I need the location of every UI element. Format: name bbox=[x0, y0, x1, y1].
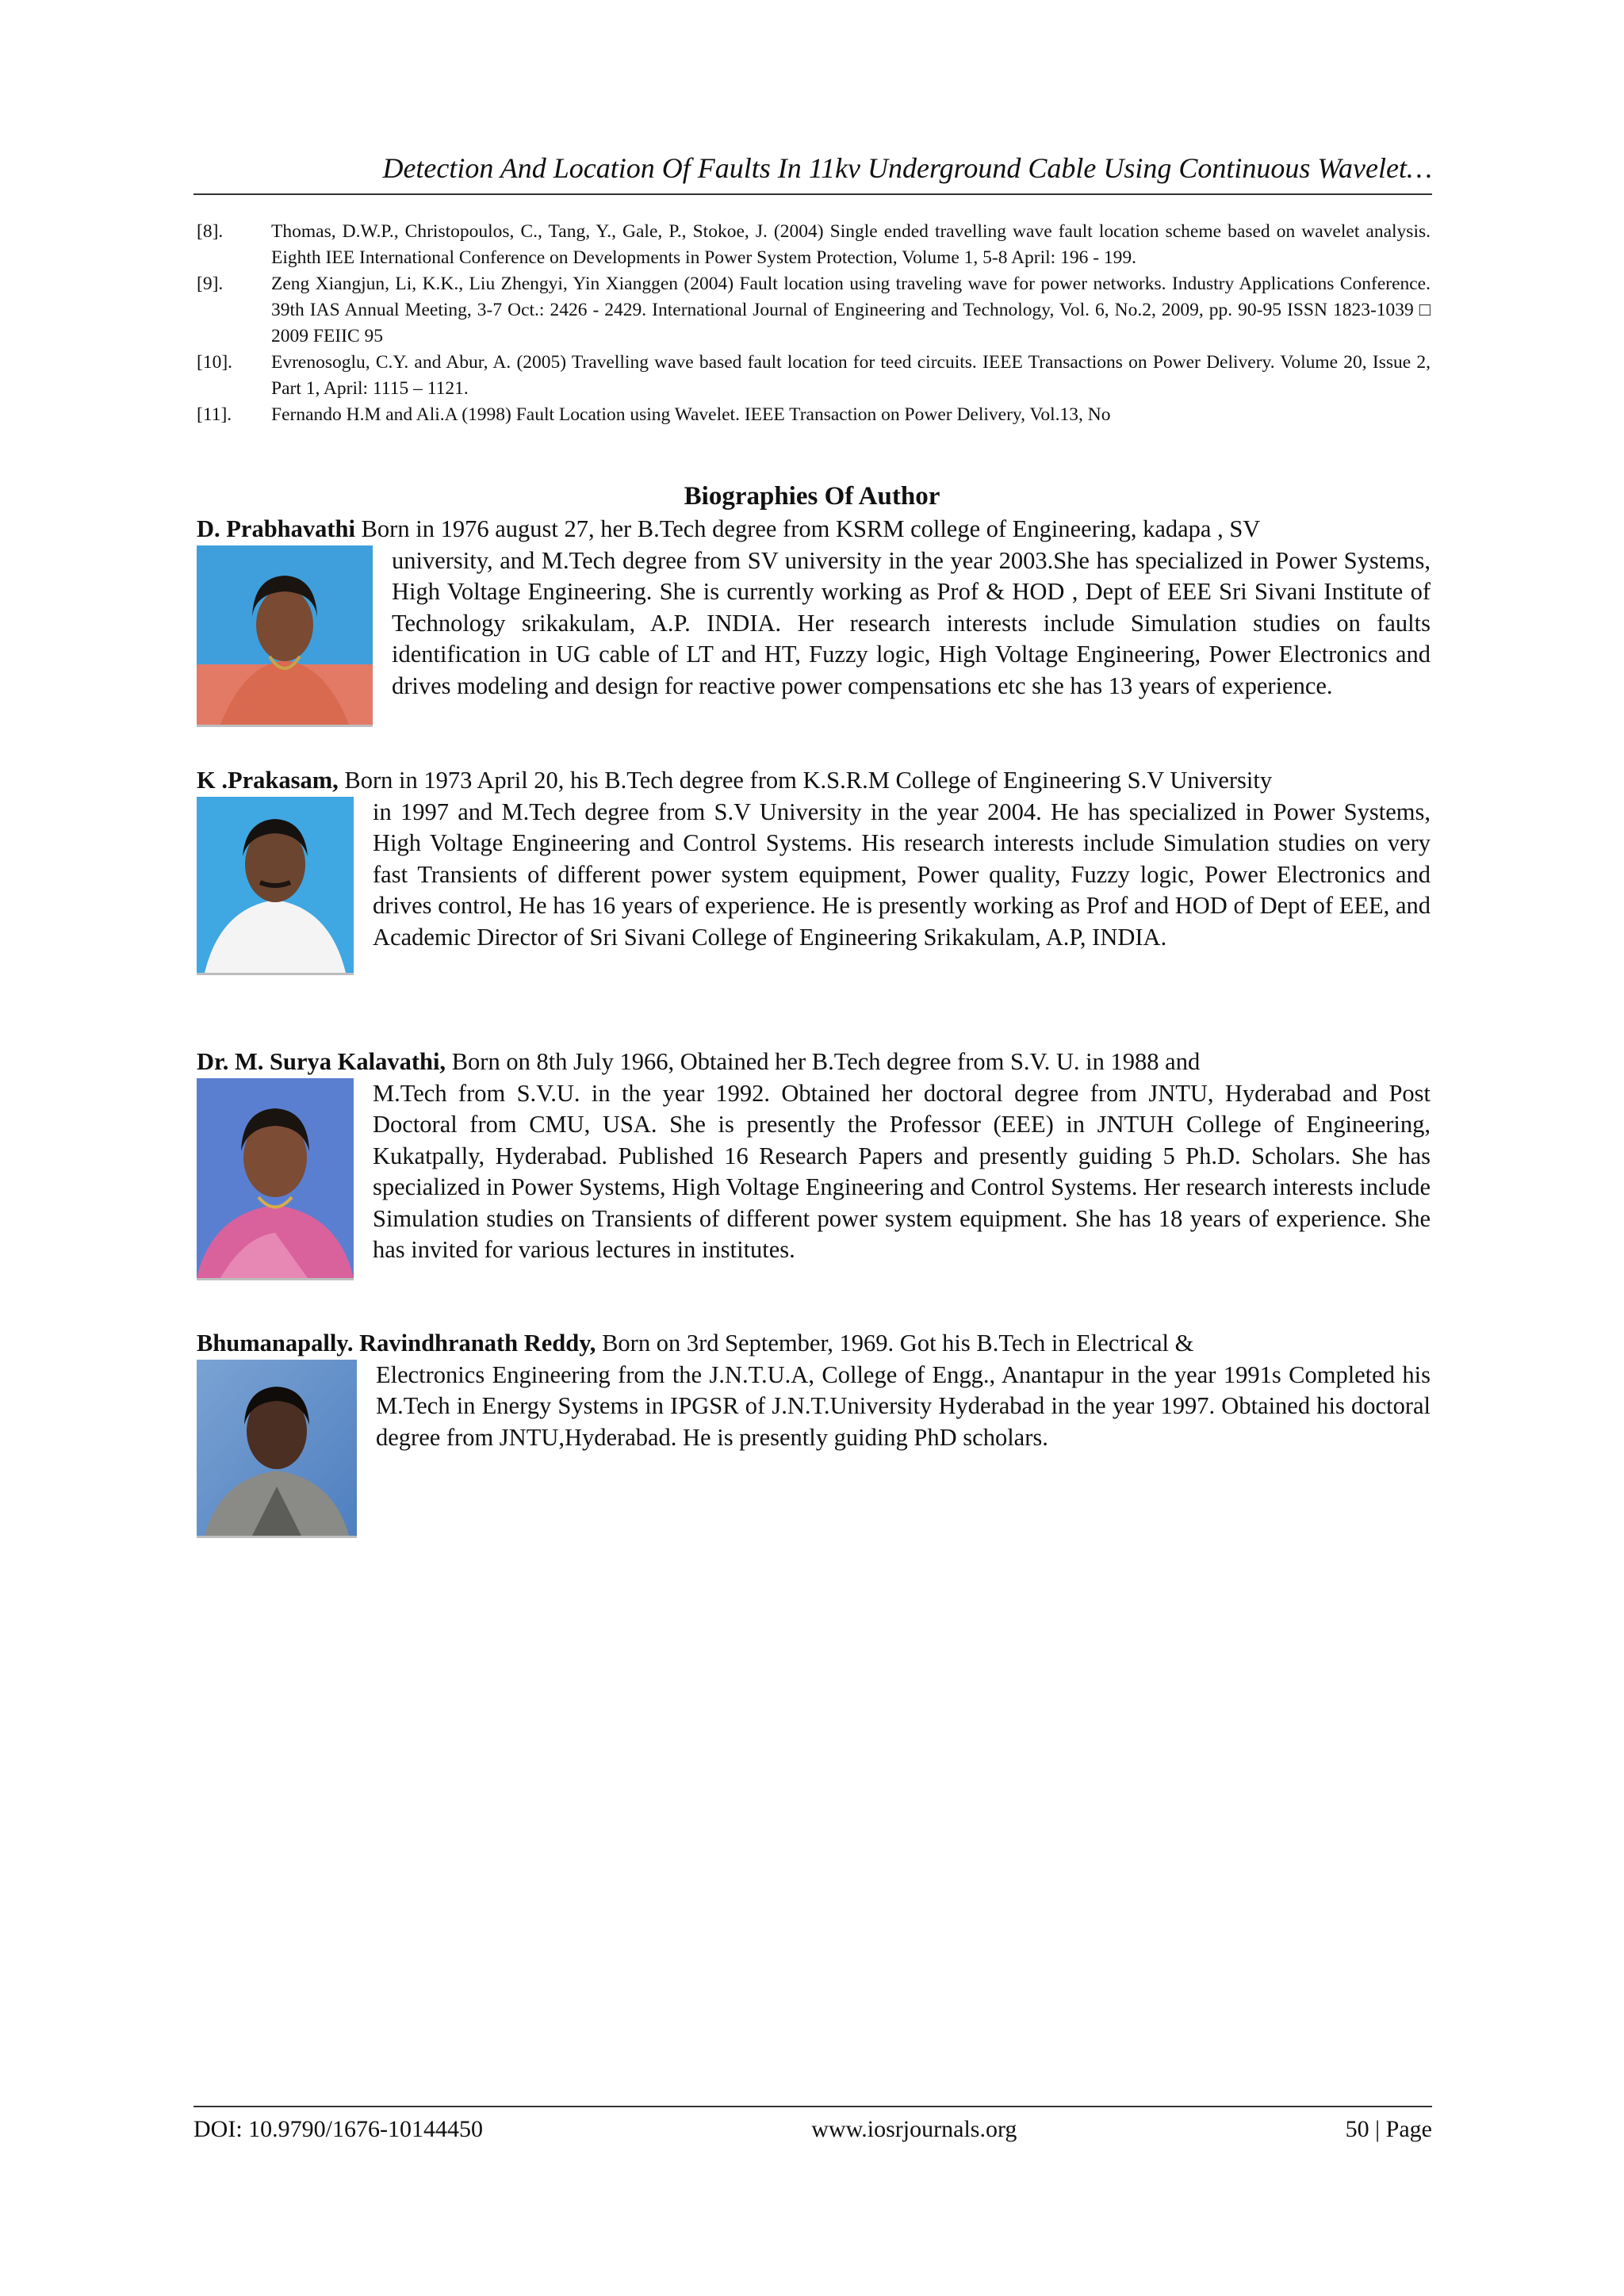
bio-body-text: M.Tech from S.V.U. in the year 1992. Obtained her doctoral degree from JNTU, Hyderabad and Post Doctoral from CMU, USA. She is presently the Professor (EEE) in JNTUH College of Engineering, Kukatpally, Hyderabad. Published 16 Research Papers and presently guiding 5 Ph.D. Scholars. She has specialized in Power Systems, High Voltage Engineering and Control Systems. Her research interests include Simulation studies on Transients of different power system equipment. She has 18 years of experience. She has invited for various lectures in institutes. bbox=[373, 1079, 1431, 1263]
footer-doi: DOI: 10.9790/1676-10144450 bbox=[193, 2116, 483, 2142]
reference-text: Fernando H.M and Ali.A (1998) Fault Location using Wavelet. IEEE Transaction on Power Delivery, Vol.13, No bbox=[271, 404, 1111, 425]
bio-body-text: Electronics Engineering from the J.N.T.U.A, College of Engg., Anantapur in the year 1991s Completed his M.Tech in Energy Systems in IPGSR of J.N.T.University Hyderabad in the year 1997. Obtained his doctoral degree from JNTU,Hyderabad. He is presently guiding PhD scholars. bbox=[376, 1360, 1431, 1451]
reference-item bbox=[197, 402, 1431, 428]
reference-item bbox=[197, 271, 1431, 350]
author-photo bbox=[197, 1078, 354, 1280]
author-name: Dr. M. Surya Kalavathi, bbox=[197, 1048, 446, 1075]
bio-lead-text: Born in 1973 April 20, his B.Tech degree from K.S.R.M College of Engineering S.V University bbox=[344, 767, 1273, 794]
reference-text: Evrenosoglu, C.Y. and Abur, A. (2005) Travelling wave based fault location for teed circuits. IEEE Transactions on Power Delivery. Volume 20, Issue 2, Part 1, April: 1115 – 1121. bbox=[271, 352, 1431, 399]
bio-lead-line bbox=[197, 765, 1431, 797]
bio-lead-text: Born in 1976 august 27, her B.Tech degree from KSRM college of Engineering, kadapa , SV bbox=[361, 515, 1261, 542]
reference-list bbox=[197, 219, 1431, 428]
author-bio-prakasam bbox=[197, 765, 1431, 975]
reference-number: [10]. bbox=[197, 352, 233, 373]
biographies-heading: Biographies Of Author bbox=[684, 482, 940, 511]
page-footer bbox=[193, 2106, 1432, 2145]
author-bio-prabhavathi bbox=[197, 514, 1431, 727]
bio-lead-line bbox=[197, 1328, 1431, 1360]
bio-body-text: university, and M.Tech degree from SV university in the year 2003.She has specialized in Power Systems, High Voltage Engineering. She is currently working as Prof & HOD , Dept of EEE Sri Sivani Institute of Technology srikakulam, A.P. INDIA. Her research interests include Simulation studies on faults identification in UG cable of LT and HT, Fuzzy logic, High Voltage Engineering, Power Electronics and drives modeling and design for reactive power compensations etc she has 13 years of experience. bbox=[392, 546, 1431, 699]
reference-item bbox=[197, 219, 1431, 271]
reference-number: [9]. bbox=[197, 274, 224, 294]
reference-text: Thomas, D.W.P., Christopoulos, C., Tang, Y., Gale, P., Stokoe, J. (2004) Single ended travelling wave fault location scheme based on wavelet analysis. Eighth IEE International Conference on Developments in Power System Protection, Volume 1, 5-8 April: 196 - 199. bbox=[271, 221, 1431, 268]
author-name: D. Prabhavathi bbox=[197, 515, 355, 542]
author-name: Bhumanapally. Ravindhranath Reddy, bbox=[197, 1330, 596, 1357]
author-bio-reddy bbox=[197, 1328, 1431, 1538]
bio-lead-text: Born on 3rd September, 1969. Got his B.Tech in Electrical & bbox=[602, 1330, 1194, 1357]
reference-text: Zeng Xiangjun, Li, K.K., Liu Zhengyi, Yin Xianggen (2004) Fault location using traveling wave for power networks. Industry Applications Conference. 39th IAS Annual Meeting, 3-7 Oct.: 2426 - 2429. International Journal of Engineering and Technology, Vol. 6, No.2, 2009, pp. 90-95 ISSN 1823-1039 □ 2009 FEIIC 95 bbox=[271, 274, 1431, 346]
author-name: K .Prakasam, bbox=[197, 767, 339, 794]
reference-number: [11]. bbox=[197, 404, 232, 425]
author-bio-kalavathi bbox=[197, 1047, 1431, 1280]
author-photo bbox=[197, 797, 354, 975]
bio-lead-line bbox=[197, 514, 1431, 545]
running-title: Detection And Location Of Faults In 11kv Underground Cable Using Continuous Wavelet… bbox=[382, 152, 1432, 184]
reference-item bbox=[197, 350, 1431, 402]
bio-body-text: in 1997 and M.Tech degree from S.V University in the year 2004. He has specialized in Power Systems, High Voltage Engineering and Control Systems. His research interests include Simulation studies on very fast Transients of different power system equipment, Power quality, Fuzzy logic, Power Electronics and drives control, He has 16 years of experience. He is presently working as Prof and HOD of Dept of EEE, and Academic Director of Sri Sivani College of Engineering Srikakulam, A.P, INDIA. bbox=[373, 798, 1431, 951]
running-header bbox=[193, 151, 1432, 195]
footer-page-number: 50 | Page bbox=[1345, 2116, 1432, 2142]
reference-number: [8]. bbox=[197, 221, 224, 242]
bio-lead-line bbox=[197, 1047, 1431, 1078]
author-photo bbox=[197, 1360, 357, 1538]
bio-lead-text: Born on 8th July 1966, Obtained her B.Tech degree from S.V. U. in 1988 and bbox=[451, 1048, 1201, 1075]
footer-website: www.iosrjournals.org bbox=[811, 2116, 1017, 2142]
author-photo bbox=[197, 545, 373, 727]
